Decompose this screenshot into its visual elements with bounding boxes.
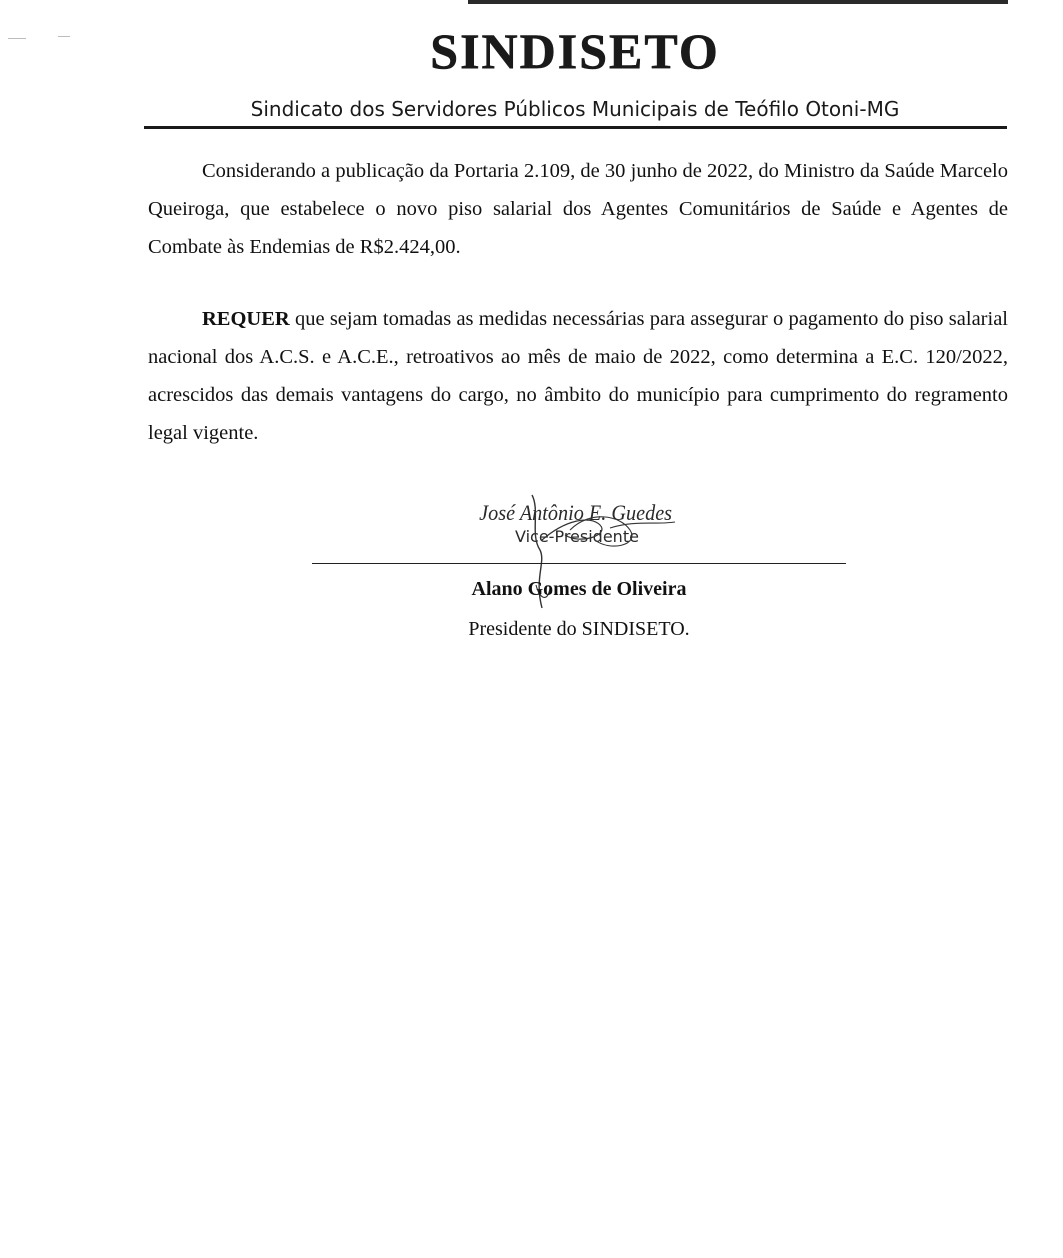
signature-line	[312, 563, 846, 564]
requer-text: que sejam tomadas as medidas necessárias para assegurar o pagamento do piso salarial nacional dos A.C.S. e A.C.E., retroativos ao mês de maio de 2022, como determina a E.C. 120/2022, acrescidos das demais vantagens do cargo, no âmbito do município para cumprimento do regramento legal vigente.	[148, 308, 1008, 444]
signer-name: Alano Gomes de Oliveira	[471, 578, 687, 600]
scan-edge-bar	[468, 0, 1008, 4]
paragraph-requer	[148, 300, 1008, 452]
paragraph-considerando: Considerando a publicação da Portaria 2.109, de 30 junho de 2022, do Ministro da Saúde Marcelo Queiroga, que estabelece o novo piso salarial dos Agentes Comunitários de Saúde e Agentes de Combate às Endemias de R$2.424,00.	[148, 160, 1008, 258]
header-divider	[144, 126, 1007, 129]
requer-keyword: REQUER	[202, 308, 290, 330]
signer-title: Presidente do SINDISETO.	[468, 618, 690, 640]
stamp-title: Vice-Presidente	[515, 527, 639, 546]
stamp-name: José Antônio E. Guedes	[479, 500, 673, 526]
org-name: SINDISETO	[430, 23, 720, 79]
org-full-name: Sindicato dos Servidores Públicos Municipais de Teófilo Otoni-MG	[250, 97, 900, 121]
